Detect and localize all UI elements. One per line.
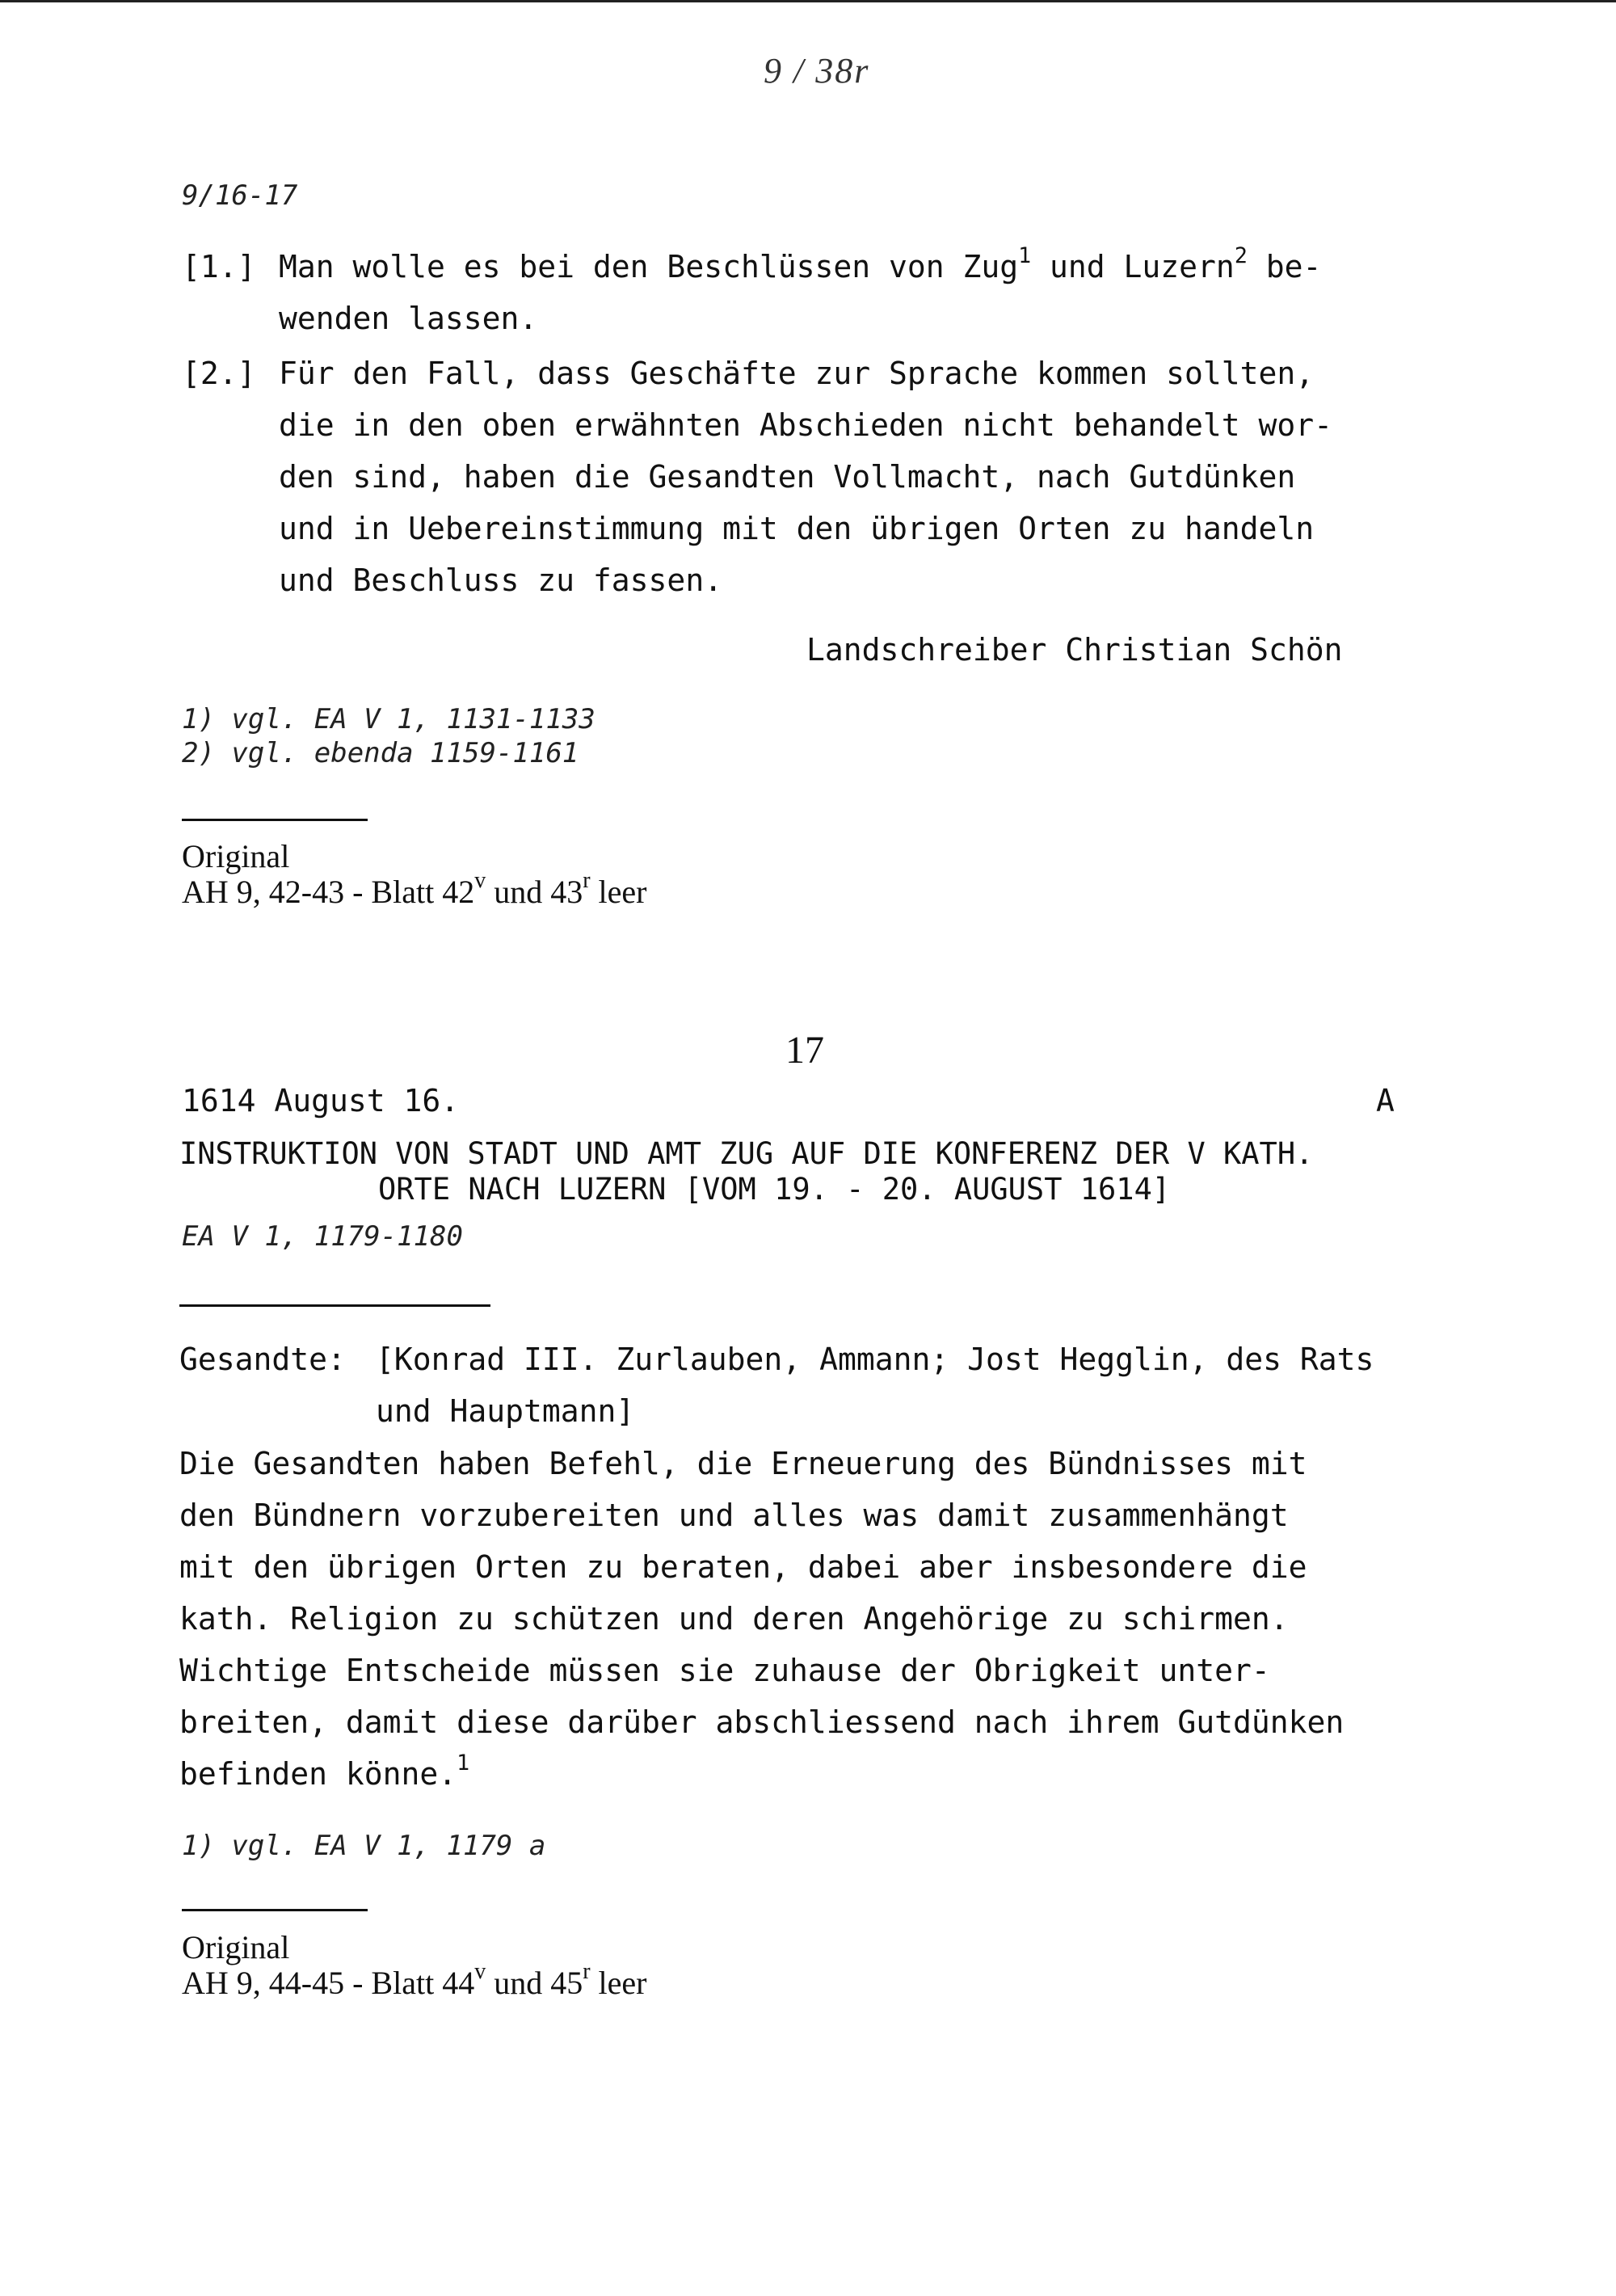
document-date: 1614 August 16. [182, 1083, 460, 1119]
body-line: Wichtige Entscheide müssen sie zuhause der Obrigkeit unter- [179, 1653, 1270, 1688]
source-rule [182, 1909, 368, 1911]
document-reference: EA V 1, 1179-1180 [182, 1220, 463, 1253]
folio-verso-marker: v [474, 868, 486, 894]
footnote-1: 1) vgl. EA V 1, 1179 a [182, 1830, 546, 1862]
item-1-line-1 [279, 243, 1322, 284]
document-title-line-2: ORTE NACH LUZERN [VOM 19. - 20. AUGUST 1614] [378, 1172, 1171, 1207]
item-1-text-a: Man wolle es bei den Beschlüssen von Zug [279, 249, 1019, 284]
archive-folio-mark: 9 / 38r [764, 51, 870, 91]
page-reference: 9/16-17 [182, 179, 298, 212]
page-top-edge [0, 0, 1616, 2]
body-last-text: befinden könne. [179, 1756, 457, 1792]
body-line: kath. Religion zu schützen und deren Angehörige zu schirmen. [179, 1601, 1289, 1637]
footnote-marker: 2 [1234, 243, 1248, 269]
footnote-2: 2) vgl. ebenda 1159-1161 [182, 737, 579, 769]
envoys-label: Gesandte: [179, 1342, 346, 1377]
source-text-a: AH 9, 44-45 - Blatt 44 [182, 1965, 475, 2001]
source-line [182, 1959, 647, 2002]
body-line: mit den übrigen Orten zu beraten, dabei aber insbesondere die [179, 1549, 1307, 1585]
body-line: breiten, damit diese darüber abschliessend nach ihrem Gutdünken [179, 1704, 1345, 1740]
document-title-line-1: INSTRUKTION VON STADT UND AMT ZUG AUF DIE KONFERENZ DER V KATH. [179, 1136, 1314, 1171]
folio-recto-marker: r [583, 868, 591, 894]
source-text-a: AH 9, 42-43 - Blatt 42 [182, 874, 475, 910]
source-text-b: und 43 [486, 874, 583, 910]
source-text-c: leer [590, 1965, 647, 2001]
folio-verso-marker: v [474, 1959, 486, 1985]
source-text-c: leer [590, 874, 647, 910]
footnote-marker: 1 [457, 1750, 470, 1776]
item-2-line: und in Uebereinstimmung mit den übrigen Orten zu handeln [279, 511, 1315, 546]
folio-recto-marker: r [583, 1959, 591, 1985]
item-1-text-c: be- [1247, 249, 1322, 284]
item-2-line: Für den Fall, dass Geschäfte zur Sprache kommen sollten, [279, 356, 1315, 391]
source-line [182, 868, 647, 911]
item-1-line-2: wenden lassen. [279, 301, 538, 336]
item-2-line: und Beschluss zu fassen. [279, 562, 723, 598]
item-2-line: den sind, haben die Gesandten Vollmacht, nach Gutdünken [279, 459, 1296, 495]
envoys-line-2: und Hauptmann] [376, 1393, 635, 1429]
body-line: den Bündnern vorzubereiten und alles was damit zusammenhängt [179, 1498, 1289, 1533]
envoys-line-1: [Konrad III. Zurlauben, Ammann; Jost Hegglin, des Rats [376, 1342, 1374, 1377]
item-1-text-b: und Luzern [1031, 249, 1235, 284]
source-label: Original [182, 1929, 290, 1965]
item-2-number: [2.] [182, 356, 256, 391]
body-last-line [179, 1750, 470, 1792]
document-code: A [1376, 1083, 1395, 1119]
body-line: Die Gesandten haben Befehl, die Erneuerung des Bündnisses mit [179, 1446, 1307, 1481]
document-number: 17 [785, 1029, 824, 1072]
source-text-b: und 45 [486, 1965, 583, 2001]
footnote-1: 1) vgl. EA V 1, 1131-1133 [182, 703, 595, 735]
footnote-marker: 1 [1018, 243, 1032, 269]
item-1-number: [1.] [182, 249, 256, 284]
section-rule [179, 1304, 490, 1307]
source-label: Original [182, 838, 290, 874]
item-2-line: die in den oben erwähnten Abschieden nicht behandelt wor- [279, 407, 1333, 443]
signature: Landschreiber Christian Schön [806, 632, 1343, 668]
source-rule [182, 819, 368, 821]
